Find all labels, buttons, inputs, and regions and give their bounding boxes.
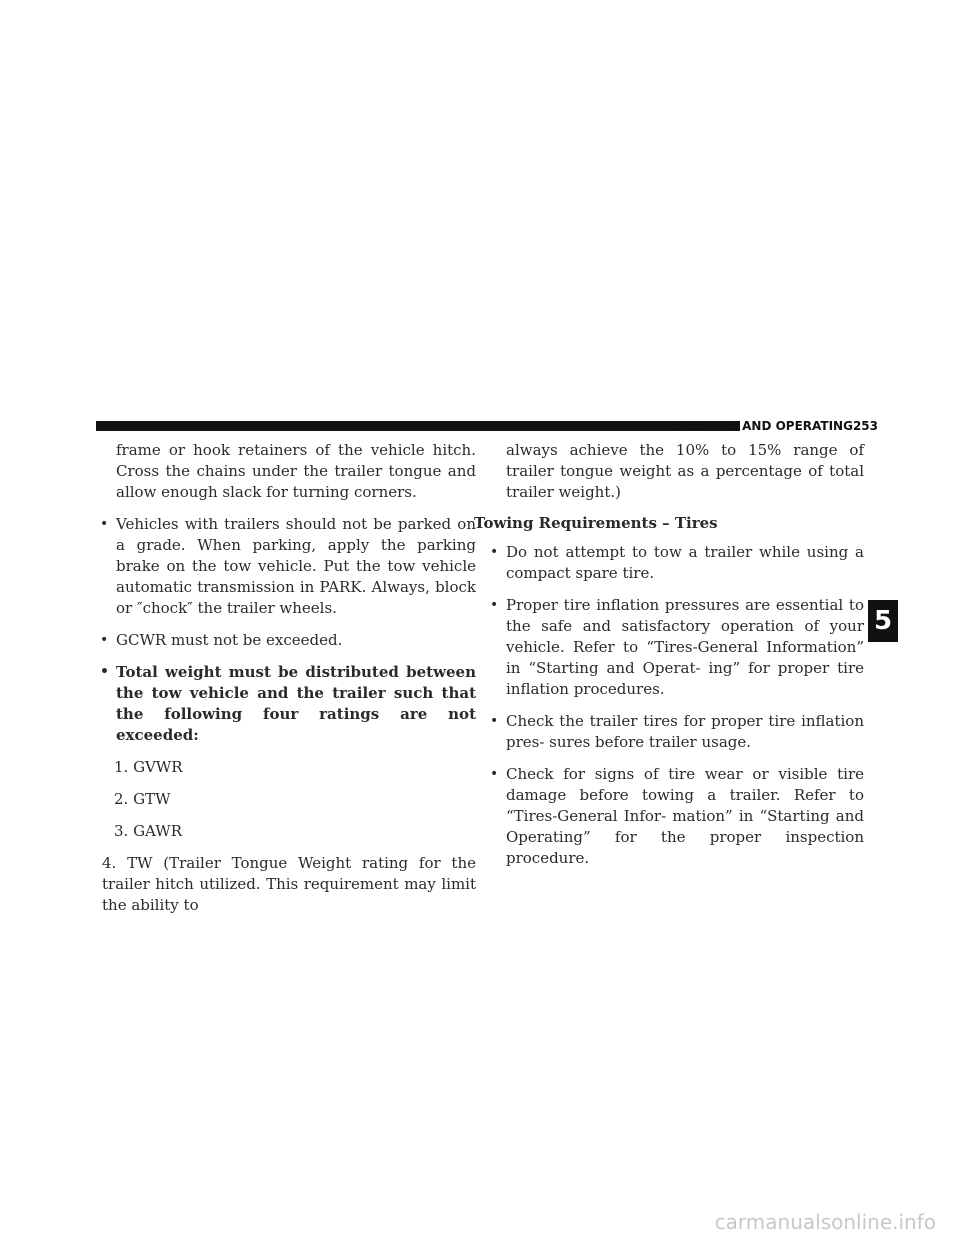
list-item: • Vehicles with trailers should not be parked on a grade. When parking, apply the parking brake on the tow vehicle. Put the tow vehicle automatic transmission in PARK. Always, block or ″chock″ the trailer wheels. — [100, 515, 476, 617]
right-column — [474, 440, 864, 880]
list-item: • GCWR must not be exceeded. — [100, 631, 343, 649]
bullet-icon: • — [100, 664, 109, 680]
page-number: 253 — [852, 419, 878, 433]
rating-item-tw: 4. TW (Trailer Tongue Weight rating for the trailer hitch utilized. This requirement may limit the ability to — [102, 854, 476, 914]
left-column — [96, 440, 476, 916]
bullet-icon: • — [100, 632, 109, 648]
bullet-icon: • — [490, 597, 499, 613]
section-tab: 5 — [868, 600, 898, 642]
list-item-weight-distribution: • Total weight must be distributed between the tow vehicle and the trailer such that the following four ratings are not exceeded: — [100, 663, 476, 744]
list-item: • Do not attempt to tow a trailer while using a compact spare tire. — [490, 543, 864, 582]
running-header — [671, 416, 878, 436]
continued-paragraph: always achieve the 10% to 15% range of trailer tongue weight as a percentage of total trailer weight.) — [506, 441, 864, 501]
list-item: • Check the trailer tires for proper tire inflation pres- sures before trailer usage. — [490, 712, 864, 751]
section-heading: Towing Requirements – Tires — [474, 514, 718, 532]
rating-item-gvwr: 1. GVWR — [114, 758, 183, 776]
list-item: • Proper tire inflation pressures are essential to the safe and satisfactory operation of your vehicle. Refer to “Tires-General Information” in “Starting and Operat- ing” for proper tire inflation procedures. — [490, 596, 864, 698]
section-title: STARTING AND OPERATING — [671, 419, 853, 433]
rating-item-gawr: 3. GAWR — [114, 822, 182, 840]
watermark: carmanualsonline.info — [714, 1210, 936, 1234]
bullet-icon: • — [100, 516, 109, 532]
list-item: • Check for signs of tire wear or visible tire damage before towing a trailer. Refer to “Tires-General Infor- mation” in “Starting and Operating” for the proper inspection procedure. — [490, 765, 864, 867]
rating-item-gtw: 2. GTW — [114, 790, 171, 808]
bullet-icon: • — [490, 713, 499, 729]
bullet-icon: • — [490, 544, 499, 560]
continued-paragraph: frame or hook retainers of the vehicle hitch. Cross the chains under the trailer tongue and allow enough slack for turning corners. — [116, 441, 476, 501]
bullet-icon: • — [490, 766, 499, 782]
